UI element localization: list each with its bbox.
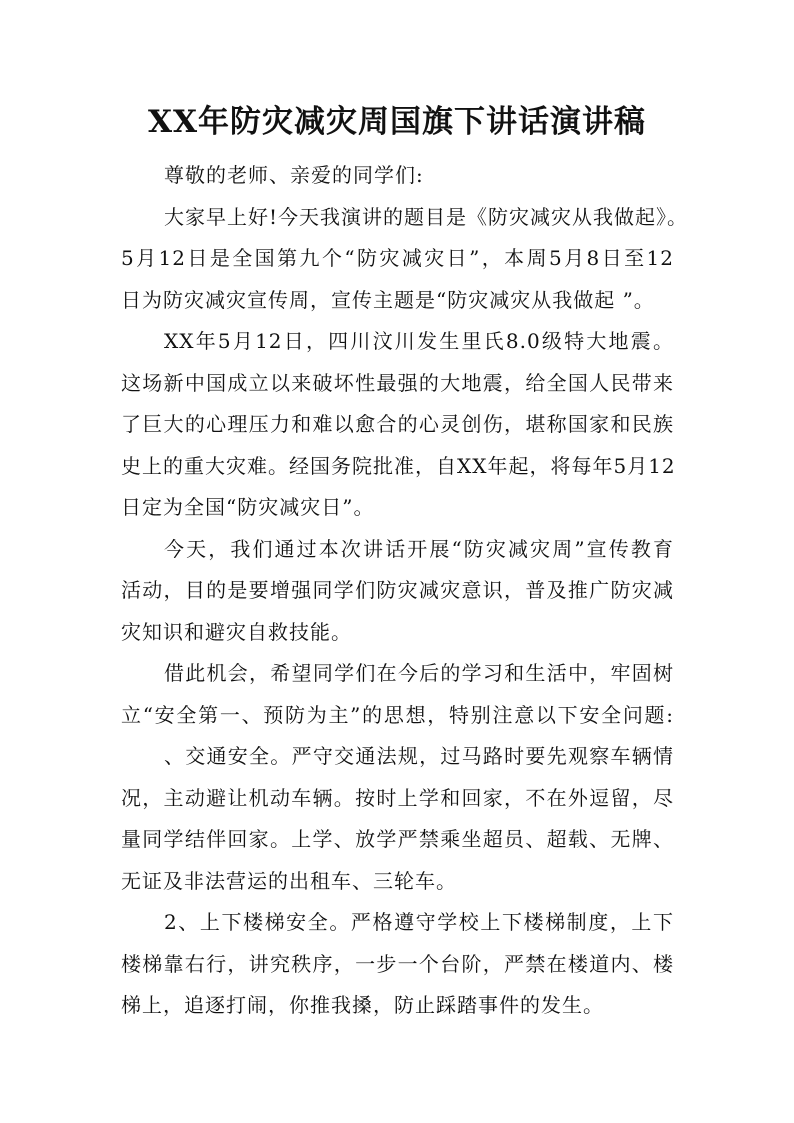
paragraph-line: 这场新中国成立以来破坏性最强的大地震，给全国人民带来 [121,371,674,395]
paragraph-line: 今天，我们通过本次讲话开展“防灾减灾周”宣传教育 [164,537,674,561]
paragraph-line: 立“安全第一、预防为主”的思想，特别注意以下安全问题: [121,703,674,727]
paragraph-line: XX年5月12日，四川汶川发生里氏8.0级特大地震。 [164,329,674,353]
paragraph-line: 梯上，追逐打闹，你推我搡，防止踩踏事件的发生。 [121,993,604,1017]
paragraph-line: 了巨大的心理压力和难以愈合的心灵创伤，堪称国家和民族 [121,412,674,436]
paragraph-line: 无证及非法营运的出租车、三轮车。 [121,869,457,893]
paragraph-line: 况，主动避让机动车辆。按时上学和回家，不在外逗留，尽 [121,786,674,810]
paragraph-line: 量同学结伴回家。上学、放学严禁乘坐超员、超载、无牌、 [121,827,674,851]
paragraph-line: 日为防灾减灾宣传周，宣传主题是“防灾减灾从我做起 ”。 [121,288,655,312]
document-title: XX年防灾减灾周国旗下讲话演讲稿 [147,104,647,140]
paragraph-line: 活动，目的是要增强同学们防灾减灾意识，普及推广防灾减 [121,578,674,602]
paragraph-line: 楼梯靠右行，讲究秩序，一步一个台阶，严禁在楼道内、楼 [121,952,674,976]
paragraph-line: 日定为全国“防灾减灾日”。 [121,495,375,519]
paragraph-line: 灾知识和避灾自救技能。 [121,620,352,644]
paragraph-line: 、交通安全。严守交通法规，过马路时要先观察车辆情 [164,744,674,768]
paragraph-line: 借此机会，希望同学们在今后的学习和生活中，牢固树 [164,661,674,685]
paragraph-line: 2、上下楼梯安全。严格遵守学校上下楼梯制度，上下 [164,910,674,934]
paragraph-line: 5月12日是全国第九个“防灾减灾日”，本周5月8日至12 [121,246,674,270]
paragraph-line: 大家早上好!今天我演讲的题目是《防灾减灾从我做起》。 [164,205,689,229]
salutation-line: 尊敬的老师、亲爱的同学们: [164,163,424,187]
paragraph-line: 史上的重大灾难。经国务院批准，自XX年起，将每年5月12 [121,454,676,478]
